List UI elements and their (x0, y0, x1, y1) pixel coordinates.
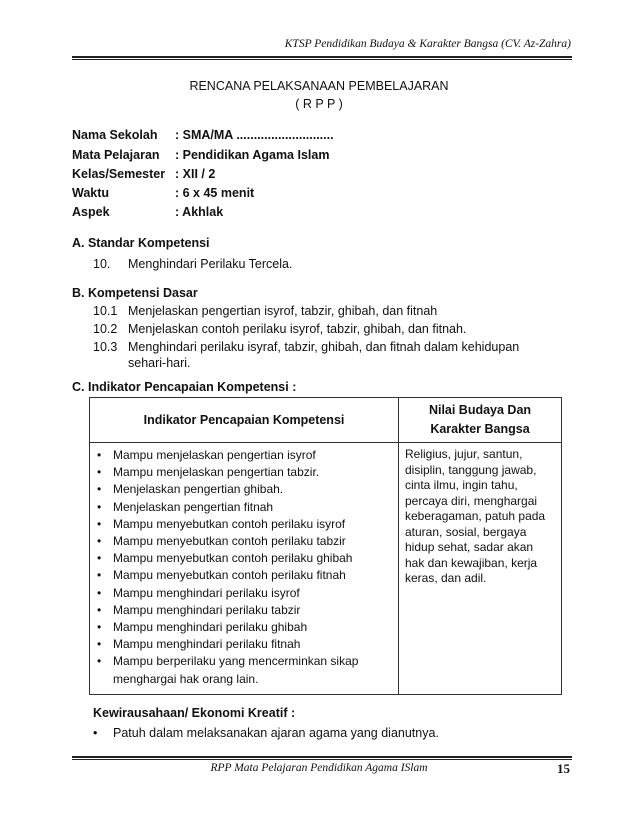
bullet-icon: • (97, 568, 102, 583)
running-header: KTSP Pendidikan Budaya & Karakter Bangsa (CV. Az-Zahra) (284, 38, 571, 50)
header-rule (72, 56, 572, 58)
list-item: • Mampu menyebutkan contoh perilaku ghibah (94, 550, 394, 567)
bullet-icon: • (97, 534, 102, 549)
info-label: Nama Sekolah (72, 128, 158, 142)
info-label: Waktu (72, 186, 110, 200)
bullet-icon: • (93, 726, 98, 740)
nilai-line: hak dan kewajiban, kerja (405, 555, 538, 570)
table-header-nilai-line1: Nilai Budaya Dan (428, 403, 532, 417)
nilai-line: Religius, jujur, santun, (405, 447, 523, 461)
nilai-cell (399, 443, 562, 695)
kewirausahaan-heading: Kewirausahaan/ Ekonomi Kreatif : (93, 706, 296, 720)
bullet-icon: • (97, 516, 102, 531)
nilai-line: hidup sehat, sadar akan (405, 540, 534, 554)
info-value: : Akhlak (175, 205, 224, 219)
nilai-line: keras, dan adil. (405, 571, 487, 585)
bullet-icon: • (97, 654, 102, 669)
document-subtitle: ( R P P ) (295, 97, 343, 111)
nilai-line: disiplin, tanggung jawab, (405, 462, 537, 477)
nilai-line: cinta ilmu, ingin tahu, (405, 478, 518, 492)
document-title: RENCANA PELAKSANAAN PEMBELAJARAN (189, 79, 449, 93)
bullet-icon: • (97, 602, 102, 617)
table-header-nilai (399, 398, 562, 443)
info-value: : Pendidikan Agama Islam (175, 148, 330, 162)
item-text: Menjelaskan pengertian isyrof, tabzir, ghibah, dan fitnah (128, 304, 438, 318)
item-text: Menghindari Perilaku Tercela. (128, 257, 293, 271)
bullet-icon: • (97, 585, 102, 600)
list-item: • Menjelaskan pengertian ghibah. (94, 481, 394, 498)
bullet-icon: • (97, 551, 102, 566)
list-item: • Menjelaskan pengertian fitnah (94, 499, 394, 516)
info-label: Aspek (72, 205, 110, 219)
indikator-cell (90, 443, 399, 695)
table-header-nilai-line2: Karakter Bangsa (430, 422, 530, 436)
list-item: • Mampu menyebutkan contoh perilaku isyrof (94, 516, 394, 533)
info-value: : 6 x 45 menit (175, 186, 255, 200)
footer-rule (72, 756, 572, 758)
list-item: • Mampu menjelaskan pengertian isyrof (94, 447, 394, 464)
item-text: sehari-hari. (128, 356, 191, 370)
list-item: • Mampu menyebutkan contoh perilaku fitnah (94, 567, 394, 584)
item-text: Menghindari perilaku isyraf, tabzir, ghibah, dan fitnah dalam kehidupan (128, 340, 520, 354)
table-header-row (90, 398, 562, 443)
section-indikator-heading: C. Indikator Pencapaian Kompetensi : (72, 380, 297, 394)
nilai-line: keberagaman, patuh pada (405, 509, 546, 523)
nilai-line: percaya diri, menghargai (405, 493, 538, 508)
list-item: • Mampu menyebutkan contoh perilaku tabzir (94, 533, 394, 550)
header-rule-thin (72, 59, 572, 60)
list-item: • Mampu menghindari perilaku fitnah (94, 636, 394, 653)
list-item: • Mampu menghindari perilaku isyrof (94, 585, 394, 602)
bullet-icon: • (97, 448, 102, 462)
section-kompetensi-heading: B. Kompetensi Dasar (72, 286, 198, 300)
footer-rule-thin (72, 759, 572, 760)
info-label: Mata Pelajaran (72, 148, 160, 162)
nilai-line: aturan, sosial, bergaya (405, 524, 527, 539)
bullet-icon: • (97, 499, 102, 514)
bullet-icon: • (97, 620, 102, 635)
item-number: 10.1 (93, 304, 118, 318)
bullet-icon: • (97, 482, 102, 497)
list-item: • Mampu menghindari perilaku ghibah (94, 619, 394, 636)
running-footer: RPP Mata Pelajaran Pendidikan Agama ISlam (210, 762, 428, 774)
table-header-indikator: Indikator Pencapaian Kompetensi (90, 398, 399, 443)
list-item: • Mampu menjelaskan pengertian tabzir. (94, 464, 394, 481)
table-row (90, 443, 562, 695)
list-item: • Mampu berperilaku yang mencerminkan sikap menghargai hak orang lain. (97, 654, 359, 686)
item-number: 10.2 (93, 322, 118, 336)
bullet-icon: • (97, 637, 102, 652)
item-number: 10.3 (93, 340, 118, 354)
page-number: 15 (557, 761, 570, 776)
section-standar-heading: A. Standar Kompetensi (72, 236, 210, 250)
info-value: : SMA/MA ............................ (175, 128, 334, 142)
list-item: • Mampu menghindari perilaku tabzir (94, 602, 394, 619)
indikator-table (89, 397, 562, 695)
item-text: Menjelaskan contoh perilaku isyrof, tabzir, ghibah, dan fitnah. (128, 322, 467, 336)
info-value: : XII / 2 (175, 167, 216, 181)
kewirausahaan-text: Patuh dalam melaksanakan ajaran agama yang dianutnya. (113, 726, 439, 740)
indikator-list (94, 447, 394, 688)
bullet-icon: • (97, 465, 102, 480)
item-number: 10. (93, 257, 111, 271)
info-label: Kelas/Semester (72, 167, 166, 181)
